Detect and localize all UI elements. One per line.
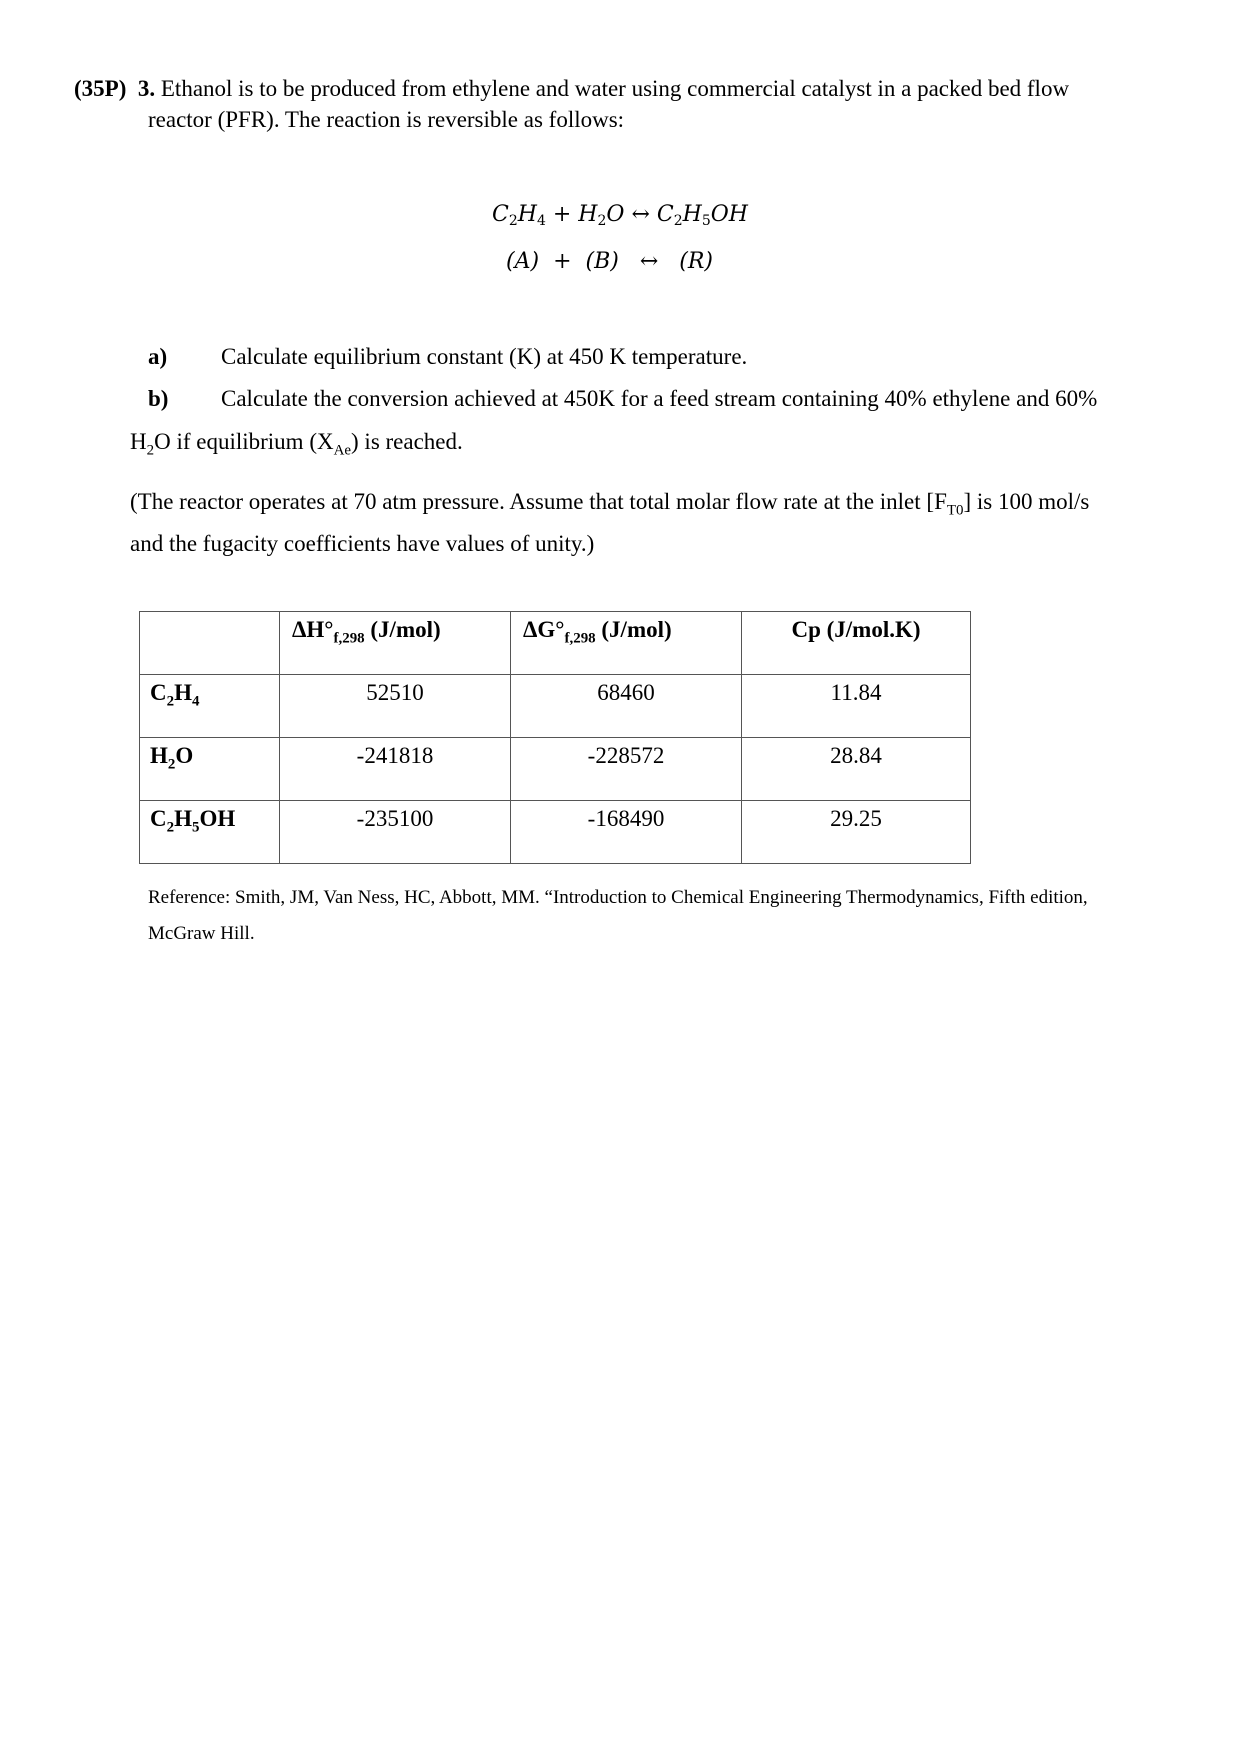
table-row xyxy=(140,675,971,738)
conditions-line2: and the fugacity coefficients have values of unity.) xyxy=(130,531,595,556)
header-gibbs xyxy=(511,612,742,675)
cell-dh: 52510 xyxy=(280,675,511,738)
header-cp: Cp (J/mol.K) xyxy=(742,612,971,675)
species-a: (A) xyxy=(506,249,540,274)
question-b-cont-end: ) is reached. xyxy=(351,429,463,454)
problem-intro xyxy=(74,75,1069,103)
ft0-subscript: T0 xyxy=(946,502,964,519)
species-plus: + xyxy=(553,249,572,274)
header-gibbs-sub: f,298 xyxy=(564,630,596,647)
species-b: (B) xyxy=(585,249,619,274)
question-b-text: Calculate the conversion achieved at 450K for a feed stream containing 40% ethylene and 60% xyxy=(221,386,1098,411)
xae-subscript: Ae xyxy=(333,442,352,459)
header-enthalpy-sub: f,298 xyxy=(333,630,365,647)
table-row xyxy=(140,738,971,801)
reference-line1: Reference: Smith, JM, Van Ness, HC, Abbott, MM. “Introduction to Chemical Engineering Thermodynamics, Fifth edition, xyxy=(148,887,1088,908)
header-enthalpy-unit: (J/mol) xyxy=(364,617,441,642)
header-gibbs-symbol: ΔG° xyxy=(523,617,565,642)
species-arrow-icon: ↔ xyxy=(639,249,659,274)
cell-dg: -168490 xyxy=(511,801,742,864)
thermo-data-table xyxy=(139,611,971,864)
question-a-label: a) xyxy=(148,344,168,369)
cell-cp: 28.84 xyxy=(742,738,971,801)
reference-line2: McGraw Hill. xyxy=(148,923,255,944)
cell-dg: 68460 xyxy=(511,675,742,738)
cell-cp: 11.84 xyxy=(742,675,971,738)
header-enthalpy xyxy=(280,612,511,675)
cell-dh: -241818 xyxy=(280,738,511,801)
cell-cp: 29.25 xyxy=(742,801,971,864)
species-labels xyxy=(506,249,713,274)
row-label-ethylene: $C_2H_4$ xyxy=(140,675,280,738)
cell-dg: -228572 xyxy=(511,738,742,801)
header-gibbs-unit: (J/mol) xyxy=(595,617,672,642)
header-empty-cell xyxy=(140,612,280,675)
table-row xyxy=(140,801,971,864)
problem-intro-line2: reactor (PFR). The reaction is reversible as follows: xyxy=(148,107,625,132)
conditions-line1 xyxy=(130,488,1089,525)
question-b-cont-text: O if equilibrium (X xyxy=(154,429,334,454)
question-b-label: b) xyxy=(148,386,169,411)
species-r: (R) xyxy=(679,249,713,274)
reaction-equation: $C_2H_4 + H_2O$ ↔ $C_2H_5OH$ xyxy=(492,202,748,229)
conditions-line1-end: ] is 100 mol/s xyxy=(963,489,1090,514)
table-header-row xyxy=(140,612,971,675)
row-label-ethanol: $C_2H_5OH$ xyxy=(140,801,280,864)
question-a-text: Calculate equilibrium constant (K) at 450 K temperature. xyxy=(221,344,748,369)
header-enthalpy-symbol: ΔH° xyxy=(292,617,334,642)
cell-dh: -235100 xyxy=(280,801,511,864)
question-b-continued: $H_2O$ if equilibrium $(X_{Ae})$ is reached. xyxy=(130,429,463,459)
row-label-water: $H_2O$ xyxy=(140,738,280,801)
problem-intro-line1: Ethanol is to be produced from ethylene and water using commercial catalyst in a packed bed flow xyxy=(160,76,1070,101)
problem-points: (35P) xyxy=(74,76,127,101)
conditions-line1-text: (The reactor operates at 70 atm pressure. Assume that total molar flow rate at the inlet [F xyxy=(130,489,947,514)
reversible-arrow-icon: ↔ xyxy=(631,202,650,227)
problem-number: 3. xyxy=(137,76,156,101)
plus-sign: + xyxy=(552,202,572,227)
